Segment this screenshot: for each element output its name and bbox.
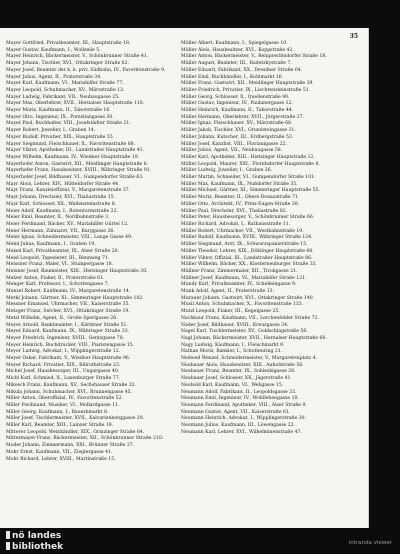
directory-entry: Mayer Robert, Juwelier, I., Graben 14.	[6, 128, 96, 134]
directory-entry: Mayr Karl, Schlosser, XX., Wallensteinstraße 8.	[6, 201, 117, 207]
directory-entry: Müller Michael, Gärtner, XI., Simmeringer Hauptstraße 55.	[181, 188, 320, 194]
directory-entry: Mayerhofer Anton, Gastwirt, XII., Meidlinger Hauptstraße 6.	[6, 161, 149, 167]
directory-entry: Nagy Ludwig, Kaufmann, I., Fleischmarkt 9.	[181, 342, 285, 348]
directory-entry: Neubauer Josef, Schlosser, XX., Jägerstraße 41.	[181, 376, 292, 382]
directory-entry: Meyer Heinrich, Buchdrucker, VIII., Piaristengasse 15.	[6, 342, 135, 348]
directory-entry: Mittermayer Franz, Bäckermeister, XII., Schönbrunner Straße 210.	[6, 436, 164, 442]
directory-entry: Menzel Robert, Kaufmann, IV., Margaretenstraße 14.	[6, 289, 131, 295]
directory-entry: Mikula Johann, Schuhmacher, XVI., Brunnengasse 45.	[6, 389, 133, 395]
directory-entry: Müller Siegmund, Arzt, IX., Schwarzspanierstraße 15.	[181, 242, 308, 248]
directory-entry: Müller Josef, Kanzlist, VIII., Florianigasse 22.	[181, 141, 288, 147]
viewer-footer	[0, 528, 400, 554]
directory-entry: Munk Adolf, Agent, II., Praterstraße 13.	[181, 289, 275, 295]
directory-entry: Neumann Heinrich, Advokat, I., Wipplingerstraße 30.	[181, 416, 306, 422]
directory-entry: Nagl Johann, Bäckermeister, XVII., Hernalser Hauptstraße 66.	[181, 335, 327, 341]
directory-entry: Mayer Otto, Ingenieur, IX., Porzellangasse 30.	[6, 114, 114, 120]
directory-entry: Neumann Emil, Ingenieur, IV., Wohllebengasse 10.	[181, 396, 299, 402]
directory-entry: Müller August, Beamter, III., Radetzkystraße 7.	[181, 61, 292, 67]
directory-entry: Mayerhofer Josef, Bildhauer, VI., Gumpendorfer Straße 63.	[6, 175, 144, 181]
directory-entry: Metzger Franz, Selcher, XVI., Ottakringer Straße 19.	[6, 309, 130, 315]
directory-entry: Michel Josef, Hausbesorger, III., Ungargasse 40.	[6, 369, 120, 375]
directory-entry: Michl Karl, Schmied, X., Laxenburger Straße 77.	[6, 376, 121, 382]
directory-entry: Müller Otto, Architekt, IV., Prinz-Eugen-Straße 30.	[181, 201, 300, 207]
directory-entry: Meier Hermann, Zahnarzt, VII., Burggasse 26.	[6, 228, 115, 234]
directory-entry: Müller Moriz, Beamter, II., Obere Donaustraße 71.	[181, 195, 300, 201]
directory-entry: Musil Anton, Schuhmacher, X., Favoritenstraße 133.	[181, 302, 304, 308]
directory-entry: Mayer Moriz, Kaufmann, II., Taborstraße 16.	[6, 108, 111, 114]
directory-entry: Müller Gustav, Ingenieur, IV., Paulanergasse 12.	[181, 101, 293, 107]
directory-entry: Mayer Gustav, Kaufmann, I., Wollzeile 5.	[6, 47, 101, 53]
directory-entry: Müller Leopold, Maurer, XXI., Floridsdorfer Hauptstraße 8.	[181, 161, 320, 167]
directory-entry: Nathan Moriz, Bankier, I., Schottenring 21.	[181, 349, 283, 355]
directory-entry: Meier Ignaz, Schneidermeister, VIII., Lange Gasse 49.	[6, 235, 133, 241]
directory-entry: Müller Max, Kaufmann, IX., Nußdorfer Straße 35.	[181, 181, 298, 187]
directory-entry: Nader Josef, Bildhauer, XVIII., Kreuzgasse 34.	[181, 322, 289, 328]
directory-entry: Meyer Eduard, Kaufmann, IX., Währinger Straße 33.	[6, 329, 130, 335]
directory-entry: Müller Wilhelm, Bäcker, XX., Klosterneuburger Straße 33.	[181, 262, 318, 268]
directory-entry: Müller Robert, Uhrmacher, VII., Westbahnstraße 19.	[181, 228, 304, 234]
directory-entry: Mayer Siegmund, Fleischhauer, X., Favoritenstraße 88.	[6, 141, 136, 147]
directory-entry: Meyer Ludwig, Advokat, I., Wipplingerstraße 12.	[6, 349, 121, 355]
directory-entry: Müller Julius, Agent, VII., Neubaugasse 58.	[181, 148, 283, 154]
directory-entry: Müller Emil, Buchhändler, I., Kohlmarkt 16.	[181, 74, 284, 80]
directory-entry: Mayer Johann, Tischler, XVI., Ottakringer Straße 62.	[6, 61, 129, 67]
directory-entry: Meissner Franz, Maler, VI., Stumpergasse 18.	[6, 262, 114, 268]
directory-entry: Neumann Adolf, Fabrikant, II., Leopoldsgasse 33.	[181, 389, 297, 395]
directory-entry: Müller Johann, Kutscher, III., Erdbergstraße 53.	[181, 134, 294, 140]
directory-entry: Menger Karl, Professor, I., Schottengasse 7.	[6, 282, 109, 288]
directory-entry: Müller Hermann, Oberlehrer, XVII., Jörgerstraße 27.	[181, 114, 305, 120]
directory-entry: Müller Jakob, Tischler, XVI., Grundsteingasse 31.	[181, 128, 296, 134]
directory-entry: Meinl Julius, Kaufmann, I., Graben 19.	[6, 242, 96, 248]
directory-entry: Neuhold Karl, Kaufmann, VI., Webgasse 15.	[181, 382, 284, 388]
directory-entry: Meier Emil, Beamter, II., Nordbahnstraße 3.	[6, 215, 110, 221]
directory-entry: Mohr Ernst, Kaufmann, VII., Zieglergasse 41.	[6, 449, 113, 455]
directory-entry: Moder Johann, Zimmermann, XXI., Brünner Straße 37.	[6, 443, 135, 449]
directory-entry: Müller Rudolf, Kaufmann, XVIII., Währinger Straße 124.	[181, 235, 313, 241]
directory-entry: Nedwed Wenzel, Schneidermeister, V., Margaretenplatz 4.	[181, 356, 317, 362]
directory-entry: Mayer Josef, Beamter der k. k. priv. Südbahn, IV., Favoritenstraße 9.	[6, 67, 166, 73]
directory-entry: Müller Ignaz, Fleischhauer, XV., Märzstraße 68.	[181, 121, 293, 127]
directory-entry: Miller Georg, Kaufmann, I., Bauernmarkt 8.	[6, 409, 109, 415]
directory-entry: Meier Adolf, Kaufmann, I., Rotenturmstraße 22.	[6, 208, 118, 214]
directory-entry: Neumann Ferdinand, Apotheker, VIII., Alser Straße 9.	[181, 402, 307, 408]
directory-entry: Mayr Johann, Drechsler, XVI., Thaliastraße 15.	[6, 195, 116, 201]
directory-entry: Müller Alois, Hausbesitzer, XVI., Koppstraße 42.	[181, 47, 294, 53]
directory-entry: Müller Martin, Schneider, VI., Gumpendorfer Straße 101.	[181, 175, 316, 181]
directory-entry: Müller Viktor, Offizial, III., Landstraßer Hauptstraße 86.	[181, 255, 313, 261]
directory-entry: Meisel Karl, Privatbeamter, IX., Alser Straße 20.	[6, 248, 119, 254]
directory-entry: Metzl Wilhelm, Agent, II., Große Sperlgasse 28.	[6, 315, 118, 321]
directory-entry: Müller Peter, Hausbesorger, V., Schönbrunner Straße 66.	[181, 215, 315, 221]
directory-entry: Meixner Josef, Baumeister, XIII., Hietzinger Hauptstraße 30.	[6, 268, 148, 274]
directory-entry: Müller Ludwig, Juwelier, I., Graben 26.	[181, 168, 273, 174]
directory-entry: Mayerhofer Franz, Hausbesitzer, XVIII., Währinger Straße 91.	[6, 168, 152, 174]
directory-entry: Müller Eduard, Fabrikant, XX., Dresdner Straße 64.	[181, 67, 303, 73]
directory-entry: Müller Theodor, Lehrer, XIX., Döblinger Hauptstraße 48.	[181, 248, 314, 254]
right-column	[181, 41, 353, 436]
directory-entry: Messner Emanuel, Uhrmacher, VII., Kaiserstraße 35.	[6, 302, 130, 308]
directory-entry: Müllner Franz, Zimmermaler, XII., Tivoligasse 21.	[181, 268, 298, 274]
directory-entry: Melzer Anton, Fiaker, II., Praterstraße 61.	[6, 275, 105, 281]
directory-entry: Müller Richard, Advokat, I., Rathausstraße 11.	[181, 221, 291, 227]
directory-entry: Müller Anton, Bäckermeister, V., Reinprechtsdorfer Straße 18.	[181, 54, 327, 60]
directory-entry: Merkl Johann, Gärtner, XI., Simmeringer Hauptstraße 102.	[6, 295, 144, 301]
viewer-name: intranda viewer	[348, 540, 392, 546]
directory-entry: Mitterer Leopold, Weinhändler, XIX., Grinzinger Straße 64.	[6, 429, 145, 435]
directory-entry: Müller Paul, Drechsler, XVI., Thaliastraße 82.	[181, 208, 288, 214]
library-logo[interactable]	[6, 531, 63, 552]
directory-entry: Müller Franz, Gastwirt, XII., Meidlinger Hauptstraße 39.	[181, 81, 314, 87]
directory-entry: Neumann Gustav, Agent, VII., Kaiserstraße 61.	[181, 409, 291, 415]
directory-entry: Meyer Arnold, Bankbeamter, I., Kärntner Straße 51.	[6, 322, 128, 328]
directory-entry: Müllner Josef, Kaufmann, VI., Mariahilfer Straße 121.	[181, 275, 307, 281]
directory-entry: Müller Albert, Kaufmann, I., Spiegelgasse 10.	[181, 41, 288, 46]
directory-entry: Mayer Heinrich, Bäckermeister, V., Schönbrunner Straße 41.	[6, 54, 149, 60]
directory-entry: Meyer Friedrich, Ingenieur, XVIII., Gentzgasse 70.	[6, 335, 125, 341]
directory-entry: Meyer Richard, Privatier, XIX., Billrothstraße 23.	[6, 362, 121, 368]
directory-entry: Müller Georg, Schlosser, X., Quellenstraße 90.	[181, 94, 290, 100]
left-column	[6, 41, 178, 463]
directory-entry: Nachbaur Franz, Kaufmann, VII., Lerchenfelder Straße 72.	[181, 315, 319, 321]
directory-entry: Mayer Paul, Buchhalter, VIII., Josefstädter Straße 21.	[6, 121, 131, 127]
directory-entry: Mutzl Leopold, Fiaker, III., Kegelgasse 25.	[181, 309, 280, 315]
directory-entry: Miller Karl, Beamter, XIII., Lainzer Straße 18.	[6, 423, 114, 429]
directory-entry: Mayr Franz, Kanzleioffizial, V., Margaretenstraße 37.	[6, 188, 131, 194]
directory-entry: Miller Anton, Oberoffizial, IV., Favoritenstraße 52.	[6, 396, 123, 402]
logo-text-line2: bibliothek	[12, 541, 64, 552]
logo-text-line1: nö landes	[12, 531, 62, 541]
directory-entry: Mikesch Franz, Kaufmann, XV., Sechshauser Straße 32.	[6, 382, 136, 388]
logo-mark-icon	[6, 531, 10, 539]
directory-entry: Mayr Alois, Lehrer, XIV., Hütteldorfer Straße 44.	[6, 181, 120, 187]
directory-entry: Neubauer Franz, Beamter, IX., Sobieskigasse 28.	[181, 369, 296, 375]
directory-entry: Müller Friedrich, Privatier, IX., Liechtensteinstraße 51.	[181, 87, 311, 93]
directory-entry: Miller Ferdinand, Musiker, VI., Mollardgasse 11.	[6, 402, 120, 408]
directory-entry: Murauer Johann, Gastwirt, XVI., Ottakringer Straße 140.	[181, 295, 315, 301]
page-number: 35	[349, 33, 358, 40]
directory-entry: Mayer Ludwig, Fabrikant, VII., Neubaugasse 25.	[6, 94, 120, 100]
directory-entry: Miller Josef, Tischlermeister, XVII., Kalvarienberggasse 29.	[6, 416, 145, 422]
directory-entry: Nagel Karl, Tischlermeister, XV., Goldschlagstraße 56.	[181, 329, 308, 335]
directory-entry: Meier Ferdinand, Bäcker, XV., Mariahilfer Gürtel 12.	[6, 221, 129, 227]
directory-entry: Neumann Julius, Kaufmann, III., Löwengasse 22.	[181, 423, 296, 429]
directory-entry: Mayer Leopold, Schuhmacher, XV., Märzstraße 12.	[6, 87, 125, 93]
directory-entry: Mayer Wilhelm, Kaufmann, IV., Wiedner Hauptstraße 19.	[6, 154, 140, 160]
directory-entry: Müller Heinrich, Kaufmann, II., Taborstraße 44.	[181, 108, 294, 114]
directory-entry: Neubauer Alois, Hausbesitzer, XIII., Auhofstraße 58.	[181, 362, 304, 368]
logo-mark-icon	[6, 542, 10, 550]
directory-entry: Mayer Max, Oberlehrer, XVII., Hernalser Hauptstraße 110.	[6, 101, 145, 107]
directory-entry: Mayer Rudolf, Privatier, XIX., Hauptstraße 55.	[6, 134, 115, 140]
directory-entry: Mundy Karl, Privatbeamter, IV., Schelleingasse 9.	[181, 282, 297, 288]
directory-entry: Mayer Viktor, Apotheker, III., Landstraßer Hauptstraße 41.	[6, 148, 145, 154]
directory-entry: Mayer Karl, Kaufmann, VI., Mariahilfer Straße 77.	[6, 81, 124, 87]
directory-entry: Mohr Richard, Lehrer, XVIII., Martinstraße 15.	[6, 456, 116, 462]
directory-entry: Meisl Leopold, Tapezierer, III., Rennweg 71.	[6, 255, 110, 261]
directory-entry: Müller Karl, Apotheker, XIII., Hietzinger Hauptstraße 12.	[181, 154, 315, 160]
directory-entry: Mayer Gottfried, Privatbeamter, III., Hauptstraße 18.	[6, 41, 131, 46]
directory-entry: Neumann Karl, Lehrer, XVI., Wilhelminenstraße 47.	[181, 429, 302, 435]
document-page	[0, 28, 369, 528]
directory-entry: Meyer Oskar, Fabrikant, V., Wiedner Hauptstraße 96.	[6, 356, 131, 362]
directory-entry: Mayer Julius, Agent, II., Praterstraße 34.	[6, 74, 102, 80]
